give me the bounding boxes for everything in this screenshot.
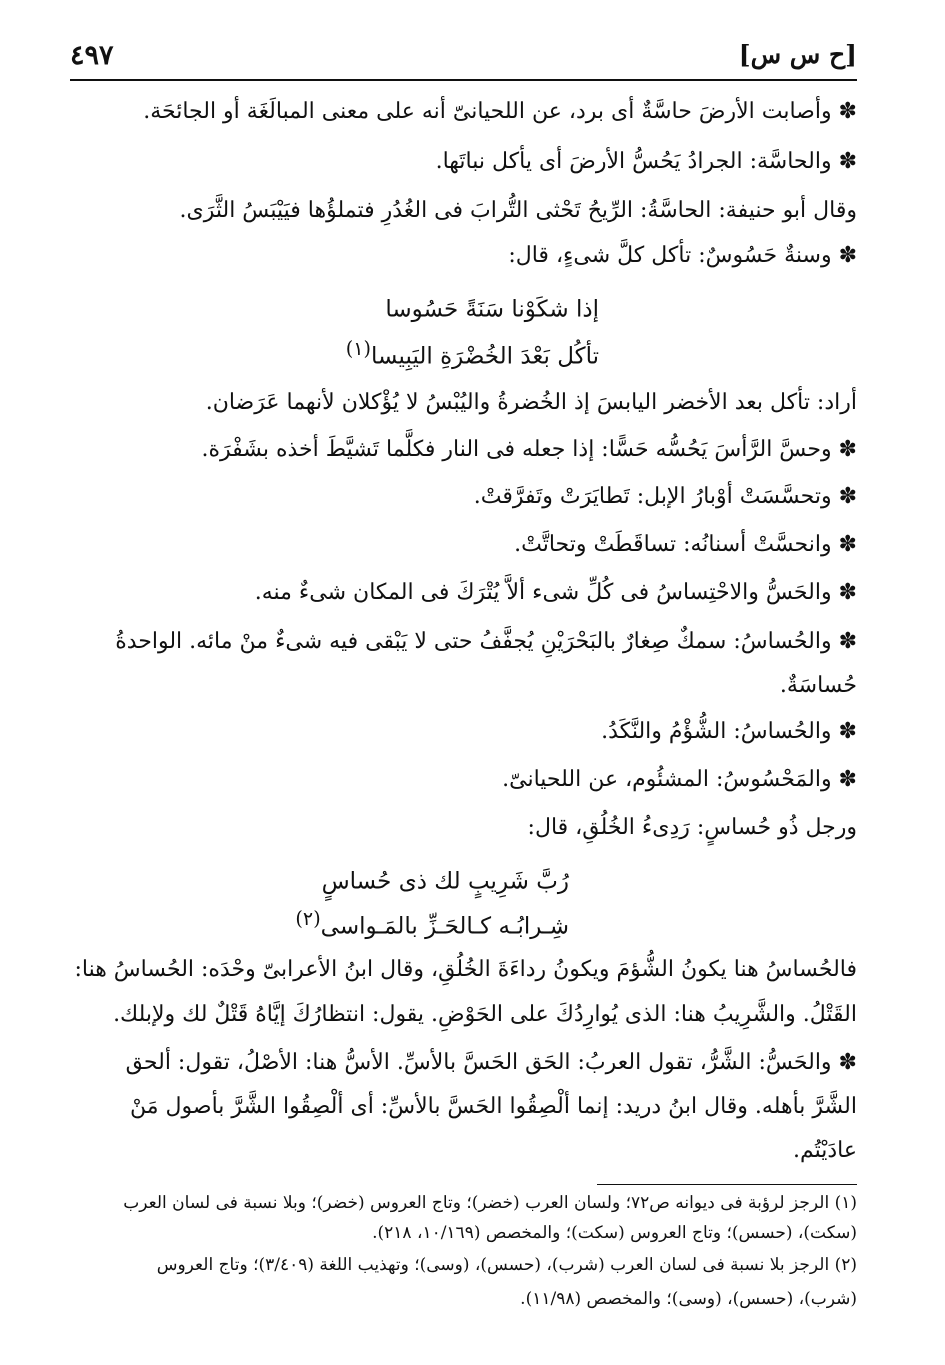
- footnote-line: (سكت)، (حسس)؛ وتاج العروس (سكت)؛ والمخصص (١٠/١٦٩، ٢١٨).: [372, 1223, 857, 1243]
- verse-note: (١): [345, 337, 372, 360]
- verse-line: [385, 290, 599, 326]
- text-line: وقال أبو حنيفة: الحاسَّةُ: الرِّيحُ تَحْثى التُّرابَ فى الغُدُرِ فتملؤُها فيَيْبَسُ الثَّرَى.: [179, 198, 857, 223]
- verse-text: إذا شكَوْنا سَنَةً حَسُوسا: [385, 296, 599, 323]
- verse-line: [322, 862, 569, 898]
- text-line: ✽ والحاسَّة: الجرادُ يَحُسُّ الأرضَ أى يأكل نباتَها.: [435, 149, 857, 174]
- text-line: ✽ وأصابت الأرضَ حاسَّةٌ أى برد، عن اللحيانىّ أنه على معنى المبالَغَة أو الجائحَة.: [143, 99, 857, 124]
- text-line: حُساسَةٌ.: [779, 673, 857, 698]
- text-line: ✽ وتحسَّسَتْ أوْبارُ الإبل: تَطايَرَتْ وتَفرَّقتْ.: [473, 484, 857, 509]
- text-line: ✽ وحسَّ الرَّأسَ يَحُسُّه حَسًّا: إذا جعله فى النار فكلَّما تَشيَّطَ أخذه بشَفْرَة.: [201, 437, 857, 462]
- verse-line: [295, 907, 569, 943]
- root-letters: [ح س س]: [738, 40, 857, 69]
- page-number: ٤٩٧: [70, 40, 114, 71]
- page-header: [70, 40, 857, 80]
- text-line: أراد: تأكل بعد الأخضر اليابسَ إذ الخُضرةُ واليُبْسُ لا يُؤْكلان لأنهما عَرَضان.: [205, 390, 857, 415]
- footnote-rule: [597, 1184, 857, 1185]
- text-line: القَتْلُ. والشَّرِيبُ هنا: الذى يُوارِدُكَ على الحَوْضِ. يقول: انتظارُكَ إيَّاهُ قَتْلٌ لك ولإبلك.: [113, 1002, 857, 1027]
- text-line: الشَّرَّ بأهله. وقال ابنُ دريد: إنما ألْصِقُوا الحَسَّ بالأسِّ: أى ألْصِقُوا الشَّرَّ بأصول مَنْ: [130, 1094, 857, 1119]
- text-line: عادَيْتُم.: [792, 1138, 857, 1163]
- footnote-line: (١) الرجز لرؤبة فى ديوانه ص٧٢؛ ولسان العرب (خضر)؛ وتاج العروس (خضر)؛ وبلا نسبة فى لسان العرب: [123, 1193, 857, 1213]
- verse-text: شِـرابُـه كـالحَـزِّ بالمَـواسى: [320, 913, 569, 940]
- text-line: ✽ والمَحْسُوسُ: المشئُوم، عن اللحيانىّ.: [502, 767, 857, 792]
- text-line: فالحُساسُ هنا يكونُ الشُّؤمَ ويكونُ رداءَةَ الخُلُقِ، وقال ابنُ الأعرابىّ وحْدَه: الحُساسُ هنا:: [74, 957, 857, 982]
- verse-line: [346, 337, 599, 373]
- text-line: ✽ وسنةٌ حَسُوسٌ: تأكل كلَّ شىءٍ، قال:: [508, 243, 857, 268]
- text-line: ✽ والحَسُّ والاحْتِساسُ فى كُلِّ شىء ألاَّ يُتْرَكَ فى المكان شىءٌ منه.: [254, 580, 857, 605]
- text-line: ✽ والحُساسُ: سمكٌ صِغارٌ بالبَحْرَيْنِ يُجفَّفُ حتى لا يَبْقى فيه شىءٌ منْ مائه. الواحدةُ: [115, 629, 857, 654]
- text-line: ✽ وانحسَّتْ أسنانُه: تساقَطَتْ وتحاتَّتْ.: [514, 532, 857, 557]
- footnote-line: (شرب)، (حسس)، (وسى)؛ والمخصص (١١/٩٨).: [520, 1289, 857, 1309]
- header-rule: [70, 79, 857, 81]
- text-line: ✽ والحَسُّ: الشَّرُّ، تقول العربُ: الحَق الحَسَّ بالأسِّ. الأسُّ هنا: الأصْلُ، تقول: ألحق: [125, 1050, 857, 1075]
- footnote-line: (٢) الرجز بلا نسبة فى لسان العرب (شرب)، (حسس)، (وسى)؛ وتهذيب اللغة (٣/٤٠٩)؛ وتاج العروس: [156, 1255, 857, 1275]
- verse-text: تأكُل بَعْدَ الخُضْرَةِ اليَبِيسا: [371, 343, 599, 370]
- text-line: ✽ والحُساسُ: الشُّؤْمُ والنَّكَدُ.: [601, 719, 857, 744]
- verse-text: رُبَّ شَرِيبٍ لك ذى حُساسٍ: [321, 868, 569, 895]
- text-line: ورجل ذُو حُساسٍ: رَدِىءُ الخُلُقِ، قال:: [527, 815, 857, 840]
- verse-note: (٢): [295, 907, 321, 930]
